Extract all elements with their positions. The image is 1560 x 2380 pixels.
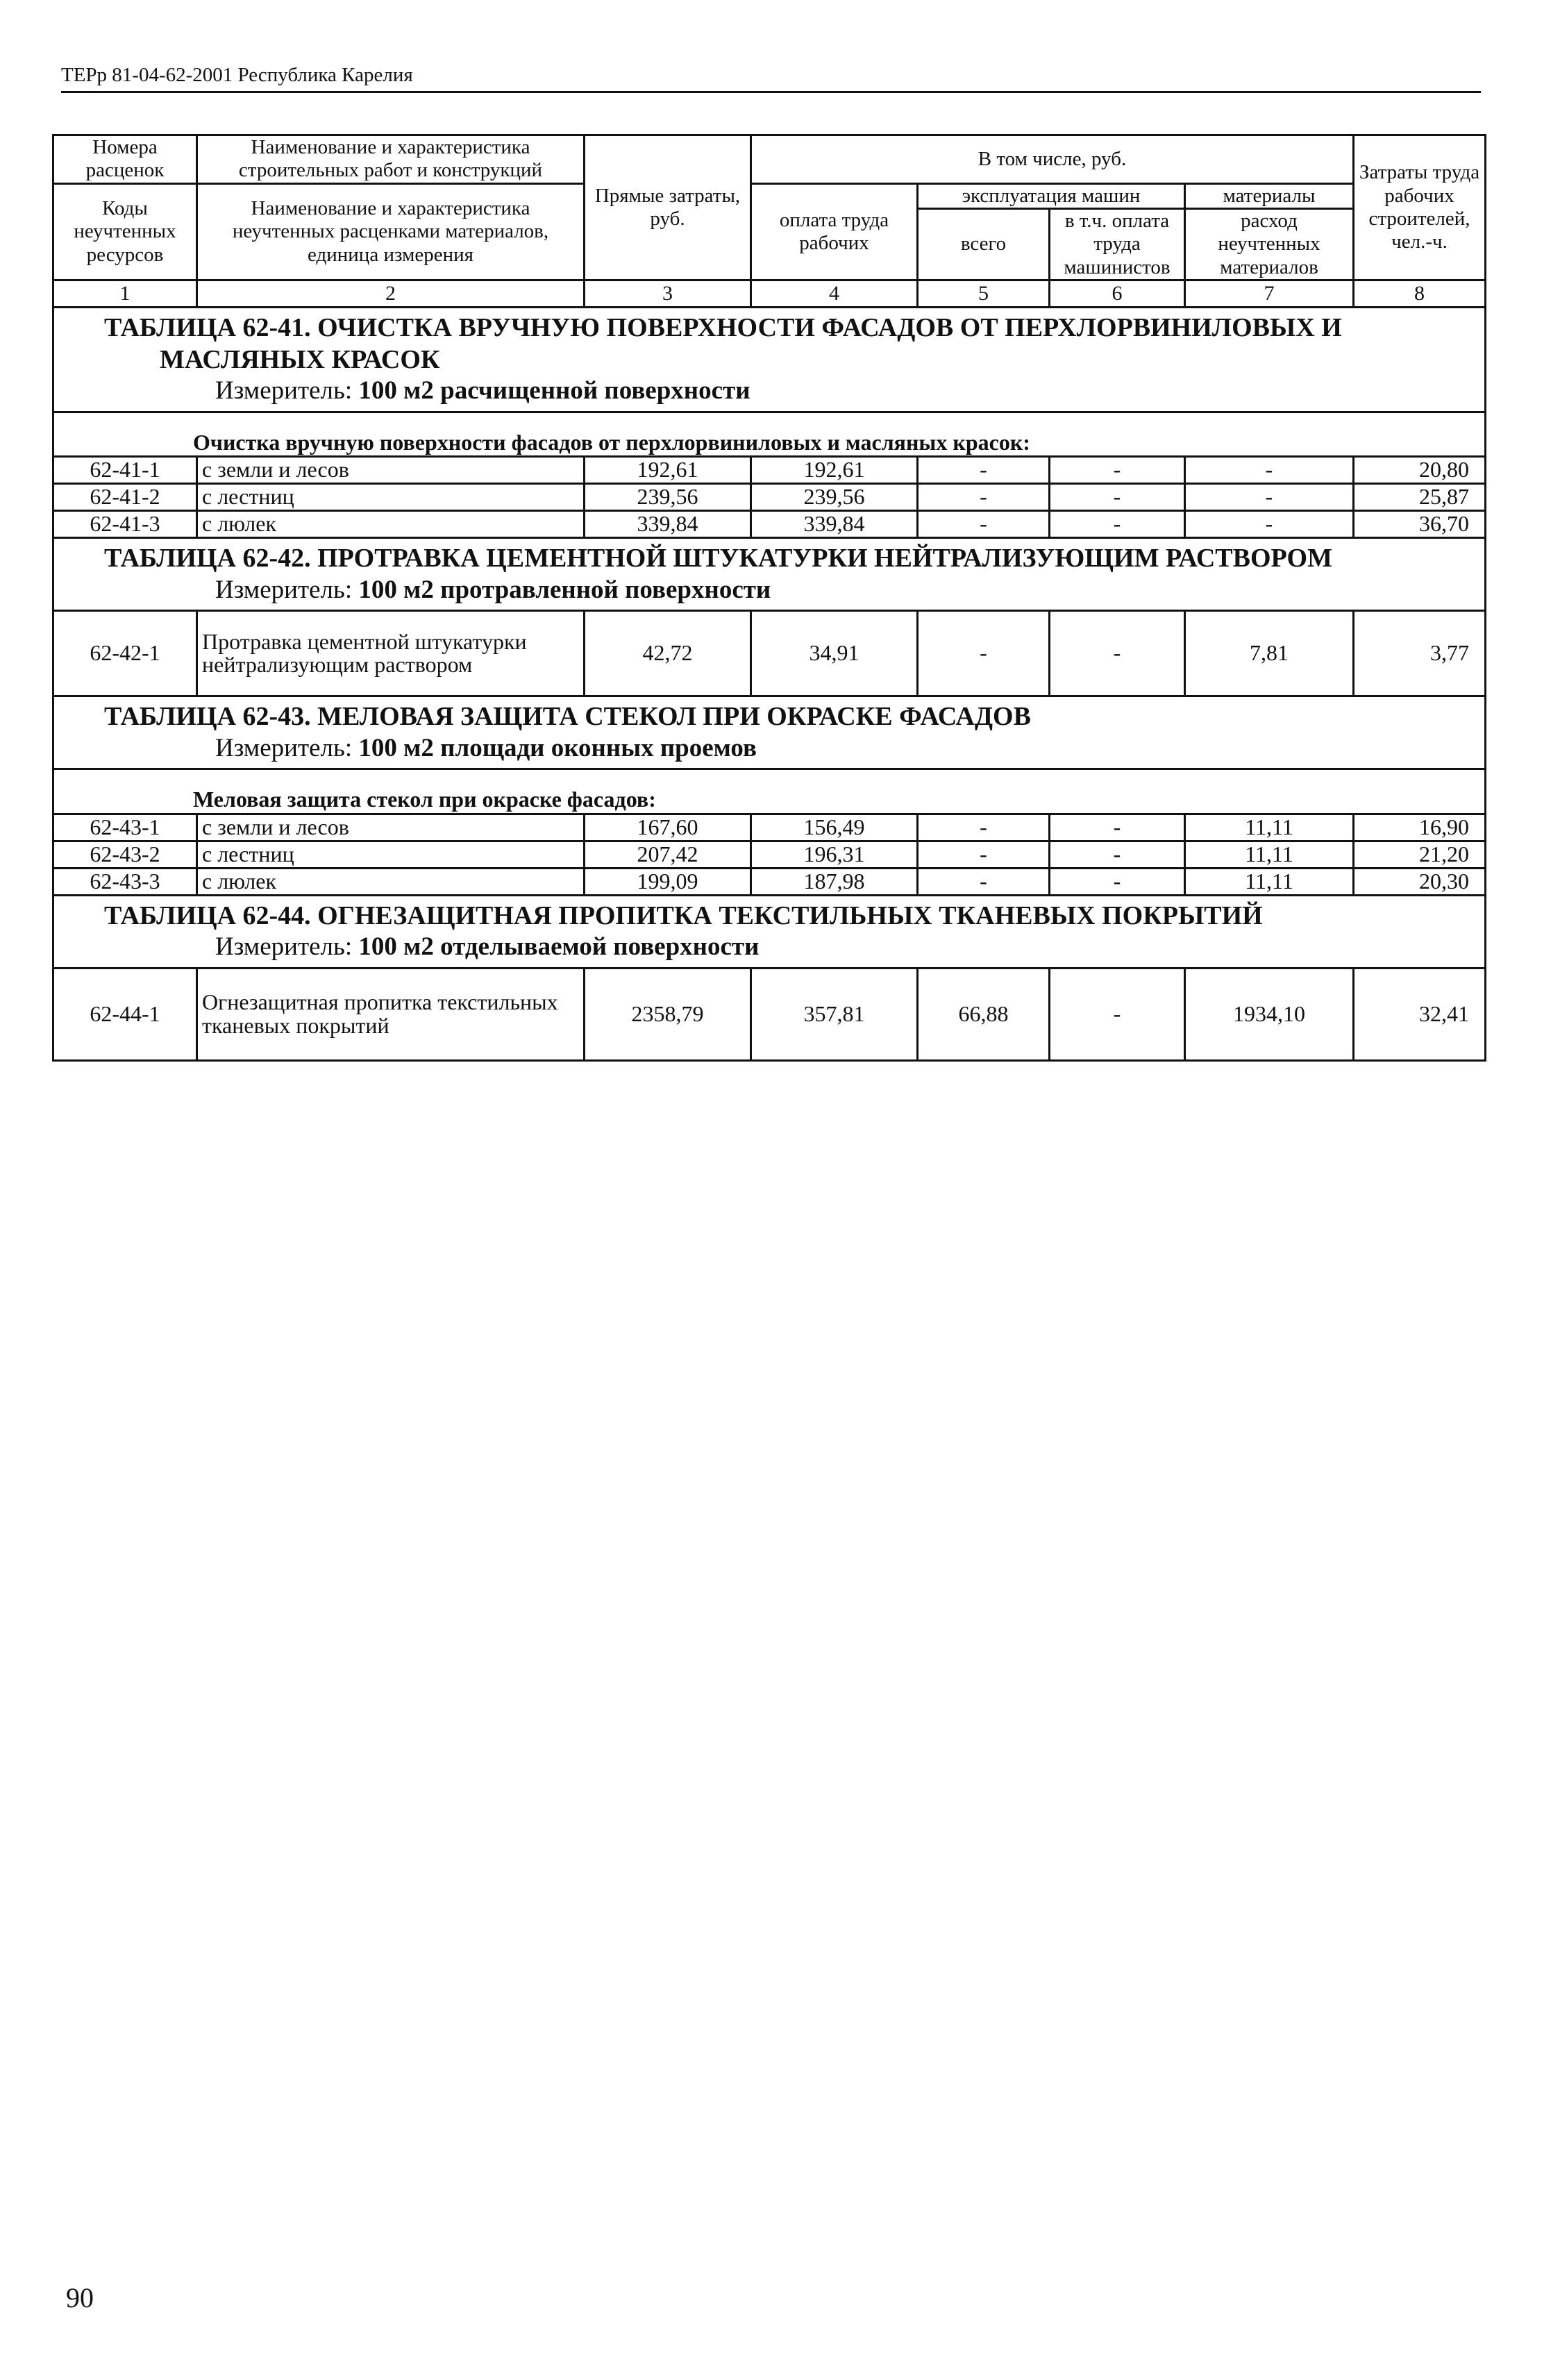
col-number: 1	[53, 280, 197, 308]
row-hours: 16,90	[1354, 814, 1486, 841]
row-mach: -	[918, 611, 1050, 696]
row-labor: 339,84	[751, 511, 918, 538]
section-subtitle: Очистка вручную поверхности фасадов от перхлорвиниловых и масляных красок:	[53, 412, 1486, 457]
row-mach-labor: -	[1050, 868, 1185, 895]
section-title: ТАБЛИЦА 62-42. ПРОТРАВКА ЦЕМЕНТНОЙ ШТУКАТУРКИ НЕЙТРАЛИЗУЮЩИМ РАСТВОРОМ	[104, 544, 1332, 573]
row-direct: 192,61	[585, 457, 751, 484]
row-mach: -	[918, 457, 1050, 484]
row-direct: 199,09	[585, 868, 751, 895]
row-mach-labor: -	[1050, 457, 1185, 484]
row-mat: 1934,10	[1185, 968, 1354, 1060]
row-mat: -	[1185, 457, 1354, 484]
col-number: 3	[585, 280, 751, 308]
row-code: 62-41-3	[53, 511, 197, 538]
row-mach: 66,88	[918, 968, 1050, 1060]
row-mach: -	[918, 841, 1050, 868]
row-direct: 207,42	[585, 841, 751, 868]
table-row	[53, 511, 1486, 538]
col1-top-header: Номера расценок	[53, 135, 197, 184]
section-meter: Измеритель: 100 м2 протравленной поверхности	[215, 575, 771, 604]
row-mat: -	[1185, 511, 1354, 538]
table-row	[53, 457, 1486, 484]
section-meter: Измеритель: 100 м2 расчищенной поверхности	[215, 376, 750, 405]
row-name: с лестниц	[197, 484, 585, 511]
row-labor: 156,49	[751, 814, 918, 841]
row-code: 62-41-1	[53, 457, 197, 484]
row-mat: 7,81	[1185, 611, 1354, 696]
col-number: 7	[1185, 280, 1354, 308]
row-labor: 187,98	[751, 868, 918, 895]
machines-header: эксплуатация машин	[918, 183, 1185, 208]
row-code: 62-42-1	[53, 611, 197, 696]
row-code: 62-41-2	[53, 484, 197, 511]
row-name: с земли и лесов	[197, 814, 585, 841]
section-title: ТАБЛИЦА 62-41. ОЧИСТКА ВРУЧНУЮ ПОВЕРХНОСТИ ФАСАДОВ ОТ ПЕРХЛОРВИНИЛОВЫХ И МАСЛЯНЫХ КРАСОК	[104, 313, 1342, 374]
section-header	[53, 308, 1486, 412]
section-subtitle: Меловая защита стекол при окраске фасадов:	[53, 769, 1486, 814]
section-header	[53, 538, 1486, 611]
group-header: В том числе, руб.	[751, 135, 1354, 184]
row-labor: 192,61	[751, 457, 918, 484]
table-row	[53, 841, 1486, 868]
row-direct: 42,72	[585, 611, 751, 696]
row-hours: 20,30	[1354, 868, 1486, 895]
row-mach: -	[918, 814, 1050, 841]
row-mat: 11,11	[1185, 868, 1354, 895]
materials-header: материалы	[1185, 183, 1354, 208]
col4-header: оплата труда рабочих	[751, 183, 918, 280]
row-labor: 239,56	[751, 484, 918, 511]
col5-header: всего	[918, 209, 1050, 280]
row-mach-labor: -	[1050, 484, 1185, 511]
col-number: 8	[1354, 280, 1486, 308]
section-title: ТАБЛИЦА 62-44. ОГНЕЗАЩИТНАЯ ПРОПИТКА ТЕКСТИЛЬНЫХ ТКАНЕВЫХ ПОКРЫТИЙ	[104, 900, 1263, 930]
row-hours: 36,70	[1354, 511, 1486, 538]
section-header	[53, 696, 1486, 769]
row-direct: 2358,79	[585, 968, 751, 1060]
row-name: с люлек	[197, 511, 585, 538]
row-code: 62-43-1	[53, 814, 197, 841]
col2-bottom-header: Наименование и характеристика неучтенных расценками материалов, единица измерения	[197, 183, 585, 280]
row-direct: 167,60	[585, 814, 751, 841]
section-title: ТАБЛИЦА 62-43. МЕЛОВАЯ ЗАЩИТА СТЕКОЛ ПРИ ОКРАСКЕ ФАСАДОВ	[104, 702, 1031, 732]
col6-header: в т.ч. оплата труда машинистов	[1050, 209, 1185, 280]
row-mach: -	[918, 484, 1050, 511]
col2-top-header: Наименование и характеристика строительных работ и конструкций	[197, 135, 585, 184]
row-mach: -	[918, 511, 1050, 538]
col-number: 5	[918, 280, 1050, 308]
col1-bottom-header: Коды неучтенных ресурсов	[53, 183, 197, 280]
table-row	[53, 611, 1486, 696]
row-name: Протравка цементной штукатурки нейтрализующим раствором	[197, 611, 585, 696]
row-hours: 25,87	[1354, 484, 1486, 511]
running-header: ТЕРр 81-04-62-2001 Республика Карелия	[61, 64, 1481, 93]
row-mat: 11,11	[1185, 841, 1354, 868]
row-code: 62-43-3	[53, 868, 197, 895]
table-row	[53, 814, 1486, 841]
price-table	[52, 134, 1486, 1062]
row-mat: -	[1185, 484, 1354, 511]
section-meter: Измеритель: 100 м2 отделываемой поверхности	[215, 932, 760, 962]
row-mat: 11,11	[1185, 814, 1354, 841]
row-mach-labor: -	[1050, 814, 1185, 841]
section-header	[53, 895, 1486, 968]
row-mach: -	[918, 868, 1050, 895]
table-row	[53, 968, 1486, 1060]
col-number: 4	[751, 280, 918, 308]
row-hours: 20,80	[1354, 457, 1486, 484]
row-name: с лестниц	[197, 841, 585, 868]
row-hours: 21,20	[1354, 841, 1486, 868]
row-mach-labor: -	[1050, 611, 1185, 696]
row-code: 62-43-2	[53, 841, 197, 868]
row-name: с люлек	[197, 868, 585, 895]
row-code: 62-44-1	[53, 968, 197, 1060]
row-mach-labor: -	[1050, 841, 1185, 868]
row-hours: 3,77	[1354, 611, 1486, 696]
col3-header: Прямые затраты, руб.	[585, 135, 751, 280]
row-labor: 357,81	[751, 968, 918, 1060]
col8-header: Затраты труда рабочих строителей, чел.-ч.	[1354, 135, 1486, 280]
row-name: Огнезащитная пропитка текстильных тканевых покрытий	[197, 968, 585, 1060]
col-number: 2	[197, 280, 585, 308]
row-labor: 34,91	[751, 611, 918, 696]
section-meter: Измеритель: 100 м2 площади оконных проемов	[215, 733, 757, 762]
row-name: с земли и лесов	[197, 457, 585, 484]
table-row	[53, 484, 1486, 511]
col-number: 6	[1050, 280, 1185, 308]
row-labor: 196,31	[751, 841, 918, 868]
row-direct: 239,56	[585, 484, 751, 511]
row-mach-labor: -	[1050, 968, 1185, 1060]
row-mach-labor: -	[1050, 511, 1185, 538]
table-row	[53, 868, 1486, 895]
page-number: 90	[66, 2282, 94, 2313]
row-hours: 32,41	[1354, 968, 1486, 1060]
col7-header: расход неучтенных материалов	[1185, 209, 1354, 280]
row-direct: 339,84	[585, 511, 751, 538]
